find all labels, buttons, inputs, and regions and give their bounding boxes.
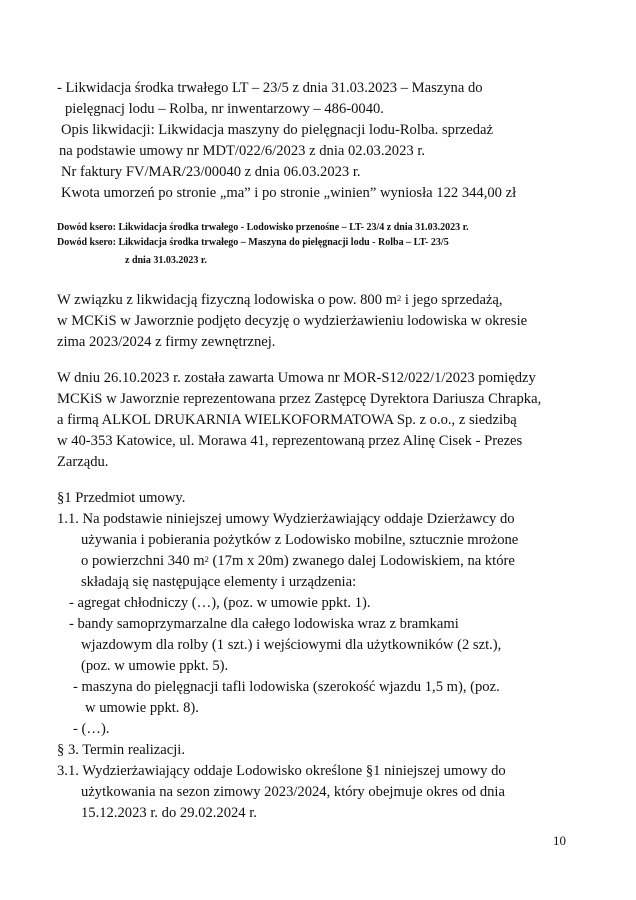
element-item-2-line-1: - bandy samoprzymarzalne dla całego lodowiska wraz z bramkami [69,616,459,632]
paragraph-1-line-2: w MCKiS w Jaworznie podjęto decyzję o wydzierżawieniu lodowiska w okresie [57,313,528,329]
paragraph-2-line-3: a firmą ALKOL DRUKARNIA WIELKOFORMATOWA Sp. z o.o., z siedzibą [57,412,517,428]
element-item-2-line-3: (poz. w umowie ppkt. 5). [81,658,229,674]
evidence-line-1: Dowód ksero: Likwidacja środka trwałego - Lodowisko przenośne – LT- 23/4 z dnia 31.03.2023 r. [57,222,469,233]
clause-3-1-line-3: 15.12.2023 r. do 29.02.2024 r. [81,805,257,821]
paragraph-2-line-1: W dniu 26.10.2023 r. została zawarta Umowa nr MOR-S12/022/1/2023 pomiędzy [57,370,536,386]
clause-1-1-line-1: 1.1. Na podstawie niniejszej umowy Wydzierżawiający oddaje Dzierżawcy do [57,511,515,527]
element-item-3-line-2: w umowie ppkt. 8). [85,700,199,716]
section-3-heading: § 3. Termin realizacji. [57,742,185,758]
evidence-line-3: z dnia 31.03.2023 r. [125,255,207,266]
element-item-4: - (…). [73,721,110,737]
section-1-heading: §1 Przedmiot umowy. [57,490,186,506]
page-number: 10 [553,833,566,848]
paragraph-2-line-2: MCKiS w Jaworznie reprezentowana przez Zastępcę Dyrektora Dariusza Chrapka, [57,391,542,407]
clause-3-1-line-2: użytkowania na sezon zimowy 2023/2024, który obejmuje okres od dnia [81,784,505,800]
paragraph-1-line-1: W związku z likwidacją fizyczną lodowiska o pow. 800 $m^2$ i jego sprzedażą, [57,292,503,308]
clause-1-1-line-3: o powierzchni 340 $m^2$ (17m x 20m) zwanego dalej Lodowiskiem, na które [81,553,515,569]
element-item-3-line-1: - maszyna do pielęgnacji tafli lodowiska (szerokość wjazdu 1,5 m), (poz. [73,679,500,695]
paragraph-2-line-4: w 40-353 Katowice, ul. Morawa 41, reprezentowaną przez Alinę Cisek - Prezes [57,433,523,449]
liquidation-line-3: Opis likwidacji: Likwidacja maszyny do pielęgnacji lodu-Rolba. sprzedaż [61,122,494,138]
element-item-2-line-2: wjazdowym dla rolby (1 szt.) i wejściowymi dla użytkowników (2 szt.), [81,637,502,653]
clause-1-1-line-2: używania i pobierania pożytków z Lodowisko mobilne, sztucznie mrożone [81,532,519,548]
element-item-1: - agregat chłodniczy (…), (poz. w umowie ppkt. 1). [69,595,371,611]
liquidation-line-1: - Likwidacja środka trwałego LT – 23/5 z dnia 31.03.2023 – Maszyna do [57,80,483,96]
clause-1-1-line-4: składają się następujące elementy i urządzenia: [81,574,357,590]
clause-3-1-line-1: 3.1. Wydzierżawiający oddaje Lodowisko określone §1 niniejszej umowy do [57,763,506,779]
paragraph-1-line-3: zima 2023/2024 z firmy zewnętrznej. [57,334,276,350]
liquidation-line-6: Kwota umorzeń po stronie „ma” i po stronie „winien” wyniosła 122 344,00 zł [61,185,517,201]
paragraph-2-line-5: Zarządu. [57,454,109,470]
liquidation-line-5: Nr faktury FV/MAR/23/00040 z dnia 06.03.2023 r. [61,164,361,180]
liquidation-line-4: na podstawie umowy nr MDT/022/6/2023 z dnia 02.03.2023 r. [59,143,426,159]
liquidation-line-2: pielęgnacj lodu – Rolba, nr inwentarzowy – 486-0040. [65,101,384,117]
evidence-line-2: Dowód ksero: Likwidacja środka trwałego – Maszyna do pielęgnacji lodu - Rolba – LT- 23/5 [57,237,449,248]
